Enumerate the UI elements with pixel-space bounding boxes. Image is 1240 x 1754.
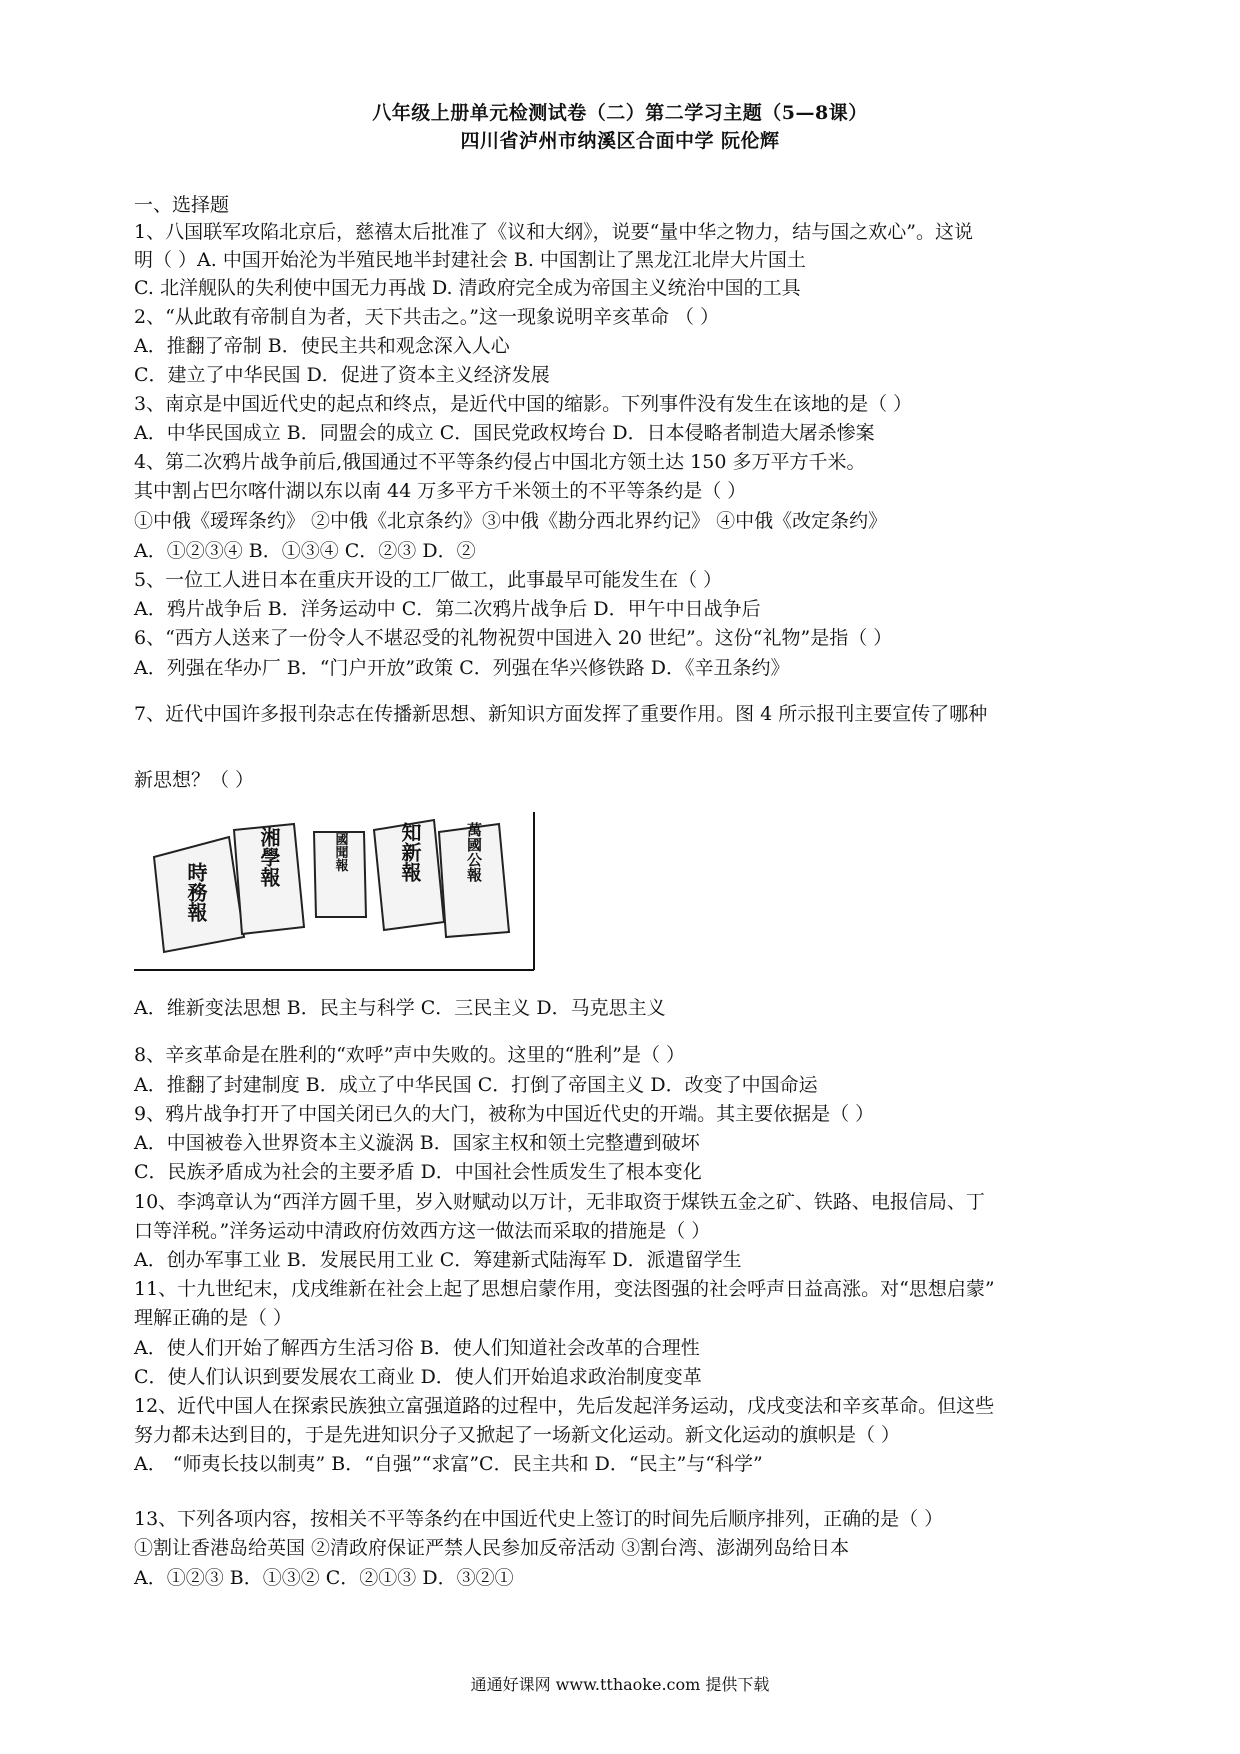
question-line: 13、下列各项内容，按相关不平等条约在中国近代史上签订的时间先后顺序排列，正确的是（ ）: [134, 1508, 944, 1530]
question-line: ①割让香港岛给英国 ②清政府保证严禁人民参加反帝活动 ③割台湾、澎湖列岛给日本: [134, 1537, 850, 1559]
question-line: C．使人们认识到要发展农工商业 D．使人们开始追求政治制度变革: [134, 1366, 702, 1388]
question-line: 2、“从此敢有帝制自为者，天下共击之。”这一现象说明辛亥革命 （ ）: [134, 306, 720, 328]
question-line: 11、十九世纪末，戊戌维新在社会上起了思想启蒙作用，变法图强的社会呼声日益高涨。对“思想启蒙”: [134, 1278, 995, 1300]
section-title: 一、选择题: [134, 194, 230, 216]
newspaper-name: 時務報: [184, 862, 208, 922]
question-line: 新思想？（ ）: [134, 769, 255, 791]
question-line: 努力都未达到目的，于是先进知识分子又掀起了一场新文化运动。新文化运动的旗帜是（ ）: [134, 1424, 901, 1446]
question-line: C. 北洋舰队的失利使中国无力再战 D. 清政府完全成为帝国主义统治中国的工具: [134, 277, 801, 299]
question-line: A． “师夷长技以制夷” B．“自强”“求富”C．民主共和 D．“民主”与“科学”: [134, 1453, 763, 1475]
question-line: A．推翻了封建制度 B．成立了中华民国 C．打倒了帝国主义 D．改变了中国命运: [134, 1074, 818, 1096]
question-line: A．维新变法思想 B．民主与科学 C．三民主义 D．马克思主义: [134, 997, 666, 1019]
newspaper-name: 知新報: [398, 822, 422, 882]
question-line: 1、八国联军攻陷北京后，慈禧太后批准了《议和大纲》，说要“量中华之物力，结与国之欢心”。这说: [134, 221, 974, 243]
question-line: A．中国被卷入世界资本主义漩涡 B．国家主权和领土完整遭到破坏: [134, 1132, 700, 1154]
page-footer: 通通好课网 www.tthaoke.com 提供下载: [470, 1675, 770, 1694]
question-line: 12、近代中国人在探索民族独立富强道路的过程中，先后发起洋务运动，戊戌变法和辛亥革命。但这些: [134, 1395, 995, 1417]
question-line: A．推翻了帝制 B．使民主共和观念深入人心: [134, 335, 510, 357]
question-line: C．民族矛盾成为社会的主要矛盾 D．中国社会性质发生了根本变化: [134, 1161, 702, 1183]
question-line: A．鸦片战争后 B．洋务运动中 C．第二次鸦片战争后 D．甲午中日战争后: [134, 598, 761, 620]
question-line: C．建立了中华民国 D．促进了资本主义经济发展: [134, 364, 550, 386]
question-line: 明（ ）A. 中国开始沦为半殖民地半封建社会 B. 中国割让了黑龙江北岸大片国土: [134, 249, 806, 271]
question-line: A．列强在华办厂 B．“门户开放”政策 C．列强在华兴修铁路 D．《辛丑条约》: [134, 657, 790, 679]
author-line: 四川省泸州市纳溪区合面中学 阮伦辉: [460, 130, 780, 152]
question-line: A．中华民国成立 B．同盟会的成立 C．国民党政权垮台 D．日本侵略者制造大屠杀惨案: [134, 422, 875, 444]
newspaper-name: 湘學報: [257, 827, 281, 887]
question-line: ①中俄《瑷珲条约》 ②中俄《北京条约》③中俄《勘分西北界约记》 ④中俄《改定条约》: [134, 510, 888, 532]
question-line: 6、“西方人送来了一份令人不堪忍受的礼物祝贺中国进入 20 世纪”。这份“礼物”是指（ ）: [134, 627, 893, 649]
question-line: 7、近代中国许多报刊杂志在传播新思想、新知识方面发挥了重要作用。图 4 所示报刊主要宣传了哪种: [134, 703, 988, 725]
question-line: A．创办军事工业 B．发展民用工业 C．筹建新式陆海军 D．派遣留学生: [134, 1249, 742, 1271]
exam-title: 八年级上册单元检测试卷（二）第二学习主题（5—8课）: [372, 102, 868, 124]
question-line: A．使人们开始了解西方生活习俗 B．使人们知道社会改革的合理性: [134, 1337, 700, 1359]
question-line: 9、鸦片战争打开了中国关闭已久的大门，被称为中国近代史的开端。其主要依据是（ ）: [134, 1103, 875, 1125]
question-line: 3、南京是中国近代史的起点和终点，是近代中国的缩影。下列事件没有发生在该地的是（ ）: [134, 393, 913, 415]
question-line: 口等洋税。”洋务运动中清政府仿效西方这一做法而采取的措施是（ ）: [134, 1220, 711, 1242]
newspaper-name: 萬國公報: [465, 822, 483, 882]
question-line: 理解正确的是（ ）: [134, 1307, 293, 1329]
question-line: 10、李鸿章认为“西洋方圆千里，岁入财赋动以万计，无非取资于煤铁五金之矿、铁路、电报信局、丁: [134, 1191, 985, 1213]
question-line: 其中割占巴尔喀什湖以东以南 44 万多平方千米领土的不平等条约是（ ）: [134, 480, 747, 502]
question-line: 4、第二次鸦片战争前后,俄国通过不平等条约侵占中国北方领土达 150 多万平方千米。: [134, 451, 866, 473]
question-line: A．①②③ B．①③② C．②①③ D．③②①: [134, 1567, 514, 1589]
question-line: 8、辛亥革命是在胜利的“欢呼”声中失败的。这里的“胜利”是（ ）: [134, 1044, 685, 1066]
newspaper-name: 國聞報: [332, 832, 348, 872]
question-line: 5、一位工人进日本在重庆开设的工厂做工，此事最早可能发生在（ ）: [134, 569, 723, 591]
newspapers-figure: [134, 812, 536, 972]
question-line: A．①②③④ B．①③④ C．②③ D．②: [134, 540, 476, 562]
